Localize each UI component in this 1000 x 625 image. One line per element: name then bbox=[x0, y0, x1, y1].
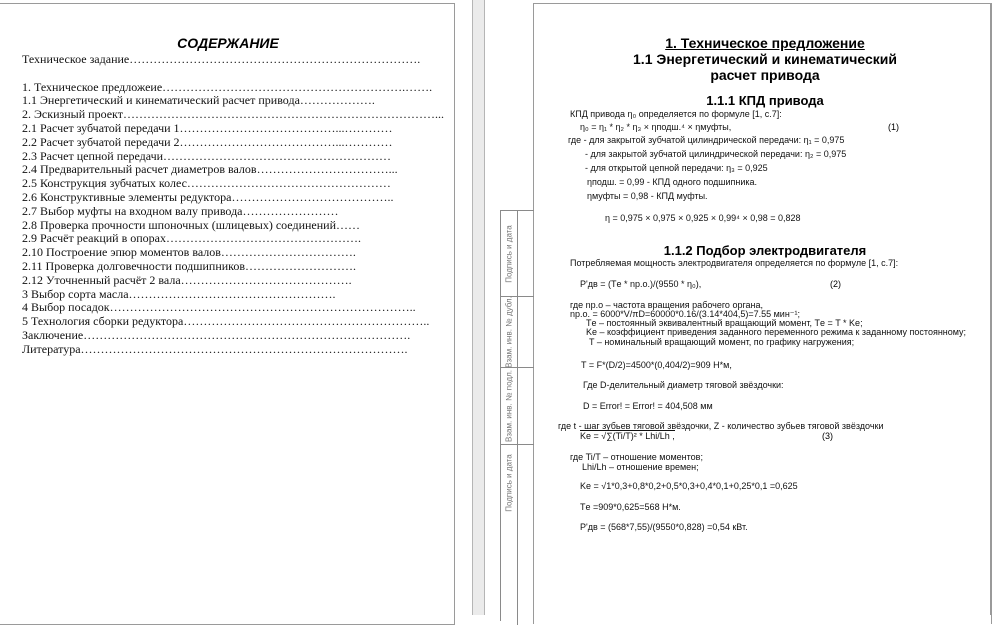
text-line: Kе – коэффициент приведения заданного переменного режима к заданному постоянному; bbox=[586, 327, 967, 337]
toc-entry: 1.1 Энергетический и кинематический расчет привода………………. bbox=[22, 93, 375, 108]
stamp-label: Взам. инв. № подл. bbox=[504, 370, 514, 442]
toc-entry: 2.10 Построение эпюр моментов валов……………………………. bbox=[22, 245, 356, 260]
text-line: nр.о. = 6000*V/πD=60000*0.16/(3.14*404,5)=7.55 мин⁻¹; bbox=[570, 309, 801, 319]
formula: η = 0,975 × 0,975 × 0,925 × 0,99⁴ × 0,98 = 0,828 bbox=[605, 213, 801, 223]
toc-entry: 3 Выбор сорта масла……………………………………………. bbox=[22, 286, 336, 301]
text-line: ηмуфты = 0,98 - КПД муфты. bbox=[587, 191, 708, 201]
heading-3-motor: 1.1.2 Подбор электродвигателя bbox=[663, 243, 867, 258]
formula: Tе =909*0,625=568 Н*м. bbox=[580, 502, 681, 512]
formula-number: (1) bbox=[888, 122, 899, 132]
frame-edge bbox=[990, 3, 991, 615]
stamp-label: Подпись и дата bbox=[504, 454, 514, 512]
toc-entry: Техническое задание………………………………………………………………. bbox=[22, 52, 421, 66]
stamp-cell bbox=[501, 445, 534, 625]
page-separator bbox=[472, 0, 485, 615]
stamp-cell bbox=[501, 297, 534, 368]
toc-entry: 2.2 Расчет зубчатой передачи 2…………………………………...………… bbox=[22, 134, 393, 149]
text-line: где - для закрытой зубчатой цилиндрической передачи: η₁ = 0,975 bbox=[568, 135, 845, 145]
formula: T = F*(D/2)=4500*(0,404/2)=909 Н*м, bbox=[581, 360, 732, 370]
formula: Kе = √∑(Ti/T)² * Lhi/Lh , bbox=[580, 431, 675, 441]
heading-1: 1. Техническое предложение bbox=[665, 35, 865, 51]
stamp-label: Взам. инв. № дубл. bbox=[504, 296, 514, 368]
toc-entry bbox=[22, 67, 444, 81]
toc-entry: 2.4 Предварительный расчет диаметров валов……………………………... bbox=[22, 162, 398, 177]
stamp-cell bbox=[501, 368, 534, 445]
stamp-column bbox=[500, 210, 534, 621]
text-line: где nр.о – частота вращения рабочего органа, bbox=[570, 300, 764, 310]
toc-entry: 4 Выбор посадок………………………………………………………………….. bbox=[22, 300, 416, 315]
formula: η₀ = η₁ * η₂ * η₃ × ηподш.⁴ × ηмуфты, bbox=[580, 122, 732, 132]
text-line: Потребляемая мощность электродвигателя определяется по формуле [1, с.7]: bbox=[570, 258, 899, 268]
toc-entry: 2.5 Конструкция зубчатых колес…………………………………………… bbox=[22, 176, 391, 191]
text-line: где Ti/T – отношение моментов; bbox=[570, 452, 703, 462]
toc-entry: 2.9 Расчёт реакций в опорах…………………………………………. bbox=[22, 231, 361, 246]
formula: Kе = √1*0,3+0,8*0,2+0,5*0,3+0,4*0,1+0,25*0,1 =0,625 bbox=[580, 481, 798, 491]
toc-entry: 2.7 Выбор муфты на входном валу привода…………………… bbox=[22, 203, 339, 218]
heading-2-cont: расчет привода bbox=[710, 67, 820, 83]
toc-entry: 2.12 Уточненный расчёт 2 вала……………………………………. bbox=[22, 272, 352, 287]
text-line: КПД привода η₀ определяется по формуле [1, с.7]: bbox=[570, 109, 782, 119]
text-line: Где D-делительный диаметр тяговой звёздочки: bbox=[583, 380, 784, 390]
stamp-label: Подпись и дата bbox=[504, 224, 514, 283]
formula: D = Error! = Error! = 404,508 мм bbox=[583, 401, 713, 411]
toc-entry: 2.8 Проверка прочности шпоночных (шлицевых) соединений…… bbox=[22, 217, 361, 232]
formula-number: (2) bbox=[830, 279, 841, 289]
toc-entry: 2.11 Проверка долговечности подшипников………………………. bbox=[22, 258, 357, 273]
formula-number: (3) bbox=[822, 431, 833, 441]
stamp-cell bbox=[501, 211, 534, 297]
formula: P'дв = (568*7,55)/(9550*0,828) =0,54 кВт. bbox=[580, 522, 748, 532]
toc-entry: 2.1 Расчет зубчатой передачи 1…………………………………...………… bbox=[22, 120, 393, 135]
text-line: где t - шаг зубьев тяговой звёздочки, Z - количество зубьев тяговой звёздочки bbox=[558, 421, 884, 431]
toc-entry: Заключение………………………………………………………………………. bbox=[22, 327, 411, 342]
toc-entry: 1. Техническое предложеие…………………………………………………….……. bbox=[22, 79, 433, 94]
toc-entry: 5 Технология сборки редуктора…………………………………………………….. bbox=[22, 314, 430, 329]
text-line: T – номинальный вращающий момент, по графику нагружения; bbox=[589, 337, 855, 347]
toc-entry: 2.3 Расчет цепной передачи………………………………………………… bbox=[22, 148, 392, 163]
table-of-contents bbox=[22, 53, 444, 357]
formula: P'дв = (Tе * nр.о.)/(9550 * η₀), bbox=[580, 279, 702, 289]
text-line: - для открытой цепной передачи: η₃ = 0,925 bbox=[585, 163, 768, 173]
text-line: - для закрытой зубчатой цилиндрической передачи: η₂ = 0,975 bbox=[585, 149, 847, 159]
toc-entry: 2.6 Конструктивные элементы редуктора………………………………….. bbox=[22, 189, 394, 204]
text-line: ηподш. = 0,99 - КПД одного подшипника. bbox=[587, 177, 758, 187]
text-line: Tе – постоянный эквивалентный вращающий момент, Tе = T * Kе; bbox=[586, 318, 863, 328]
toc-entry: Литература………………………………………………………………………. bbox=[22, 341, 408, 356]
text-line: Lhi/Lh – отношение времен; bbox=[582, 462, 699, 472]
heading-3-kpd: 1.1.1 КПД привода bbox=[706, 93, 824, 108]
toc-title: СОДЕРЖАНИЕ bbox=[177, 35, 279, 51]
toc-entry: 2. Эскизный проект……………………………………………………………………... bbox=[22, 107, 444, 122]
heading-2: 1.1 Энергетический и кинематический bbox=[633, 51, 897, 67]
